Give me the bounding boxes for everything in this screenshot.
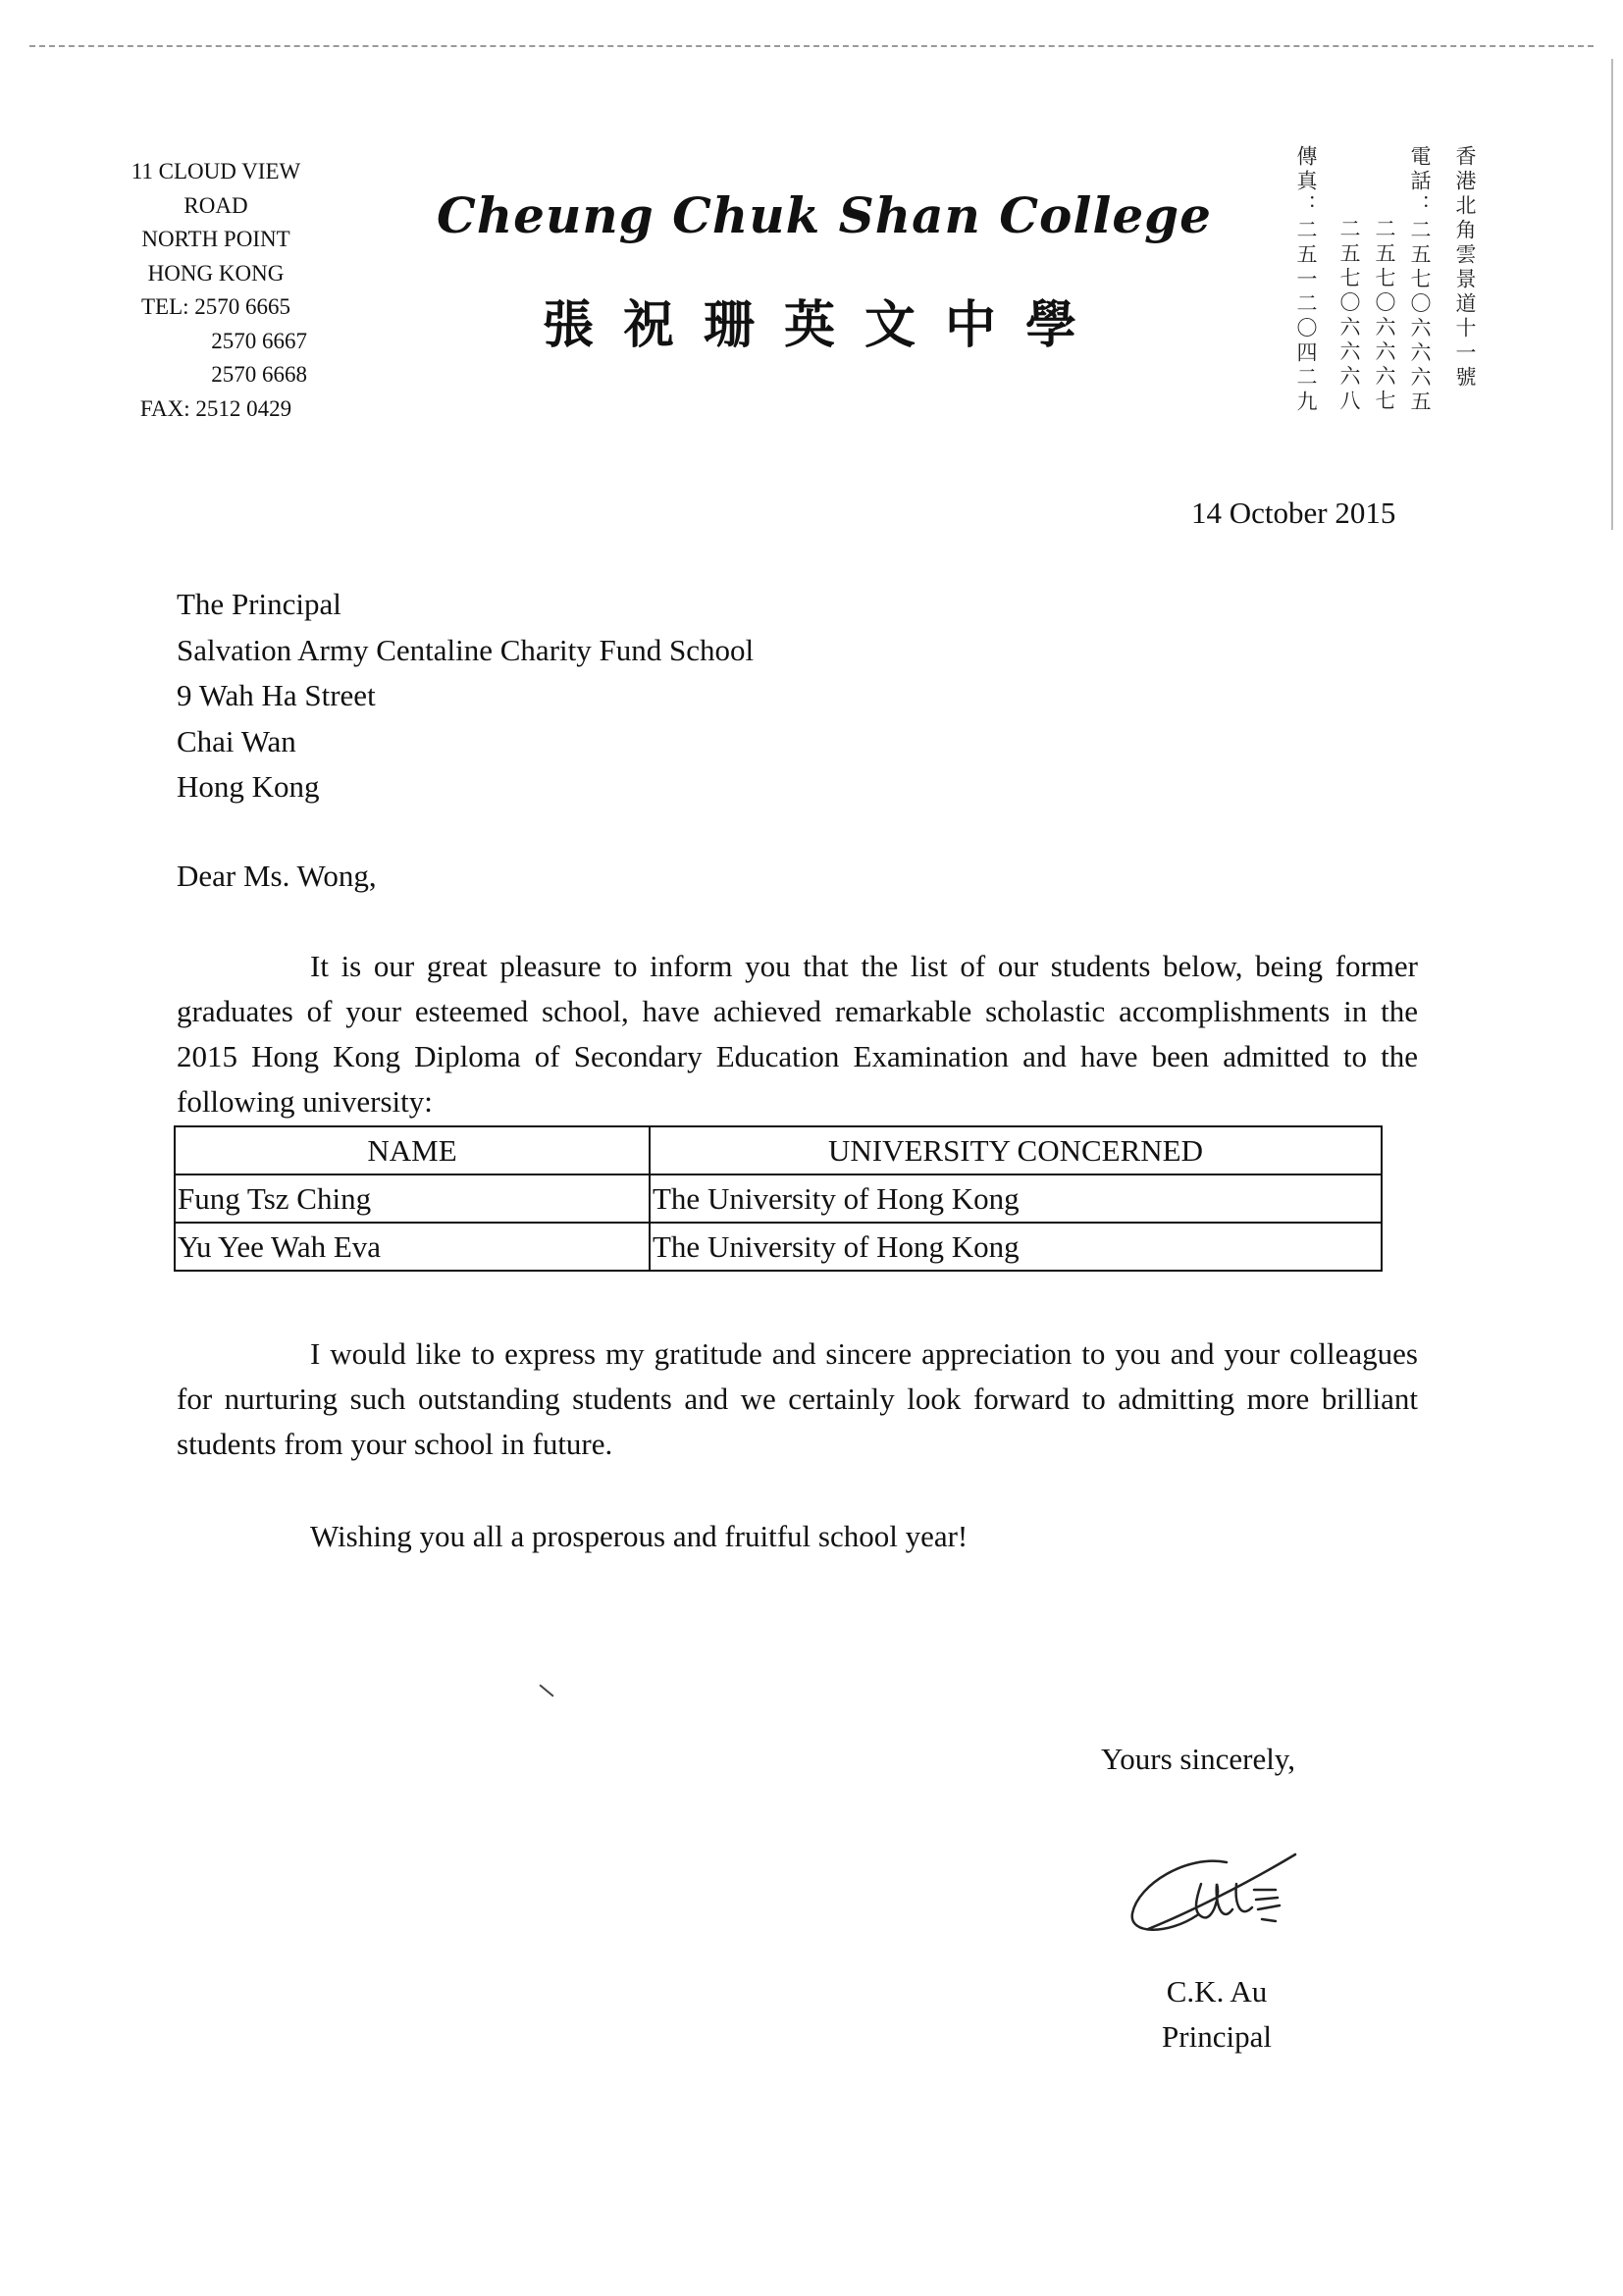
college-header	[432, 186, 1217, 357]
recipient-line: The Principal	[177, 587, 341, 621]
address-line: ROAD	[183, 192, 248, 218]
recipient-line: 9 Wah Ha Street	[177, 678, 376, 712]
column-header: UNIVERSITY CONCERNED	[650, 1126, 1382, 1174]
letter-date: 14 October 2015	[1191, 496, 1396, 530]
right-edge-line	[1611, 59, 1613, 530]
zh-phone-column: 電話：二五七〇六六六五	[1408, 145, 1432, 415]
tel-line: 2570 6667	[211, 328, 307, 353]
university-cell: The University of Hong Kong	[650, 1223, 1382, 1271]
signature-image	[1119, 1845, 1315, 1953]
recipient-block	[177, 582, 754, 810]
top-border-line	[29, 45, 1594, 47]
greeting: Dear Ms. Wong,	[177, 859, 377, 893]
paragraph-wishes: Wishing you all a prosperous and fruitful school year!	[310, 1519, 969, 1553]
recipient-line: Hong Kong	[177, 769, 320, 804]
zh-fax-column: 傳真：二五一二〇四二九	[1294, 145, 1318, 415]
table-header-row	[175, 1126, 1382, 1174]
college-name-en: Cheung Chuk Shan College	[437, 186, 1212, 244]
address-line: NORTH POINT	[141, 227, 290, 251]
tel-line: TEL: 2570 6665	[140, 294, 291, 319]
signatory-title: Principal	[1162, 2019, 1272, 2054]
column-header: NAME	[175, 1126, 650, 1174]
student-name-cell: Yu Yee Wah Eva	[175, 1223, 650, 1271]
university-cell: The University of Hong Kong	[650, 1174, 1382, 1223]
letterhead-address	[113, 155, 319, 426]
table-row	[175, 1223, 1382, 1271]
zh-phone-column: 二五七〇六六六七	[1373, 218, 1396, 414]
signatory-block	[1153, 1969, 1281, 2060]
admissions-table	[174, 1125, 1383, 1272]
table-row	[175, 1174, 1382, 1223]
paragraph-intro: It is our great pleasure to inform you that the list of our students below, being former graduates of your esteemed school, have achieved remarkable scholastic accomplishments in the 2015 Hong Kong Diploma of Secondary Education Examination and have been admitted to the following university:	[177, 949, 1418, 1119]
recipient-line: Chai Wan	[177, 723, 296, 758]
signatory-name: C.K. Au	[1166, 1974, 1268, 2009]
paragraph-gratitude: I would like to express my gratitude and sincere appreciation to you and your colleagues for nurturing such outstanding students and we certainly look forward to admitting more brilliant students from your school in future.	[177, 1336, 1418, 1461]
address-line: 11 CLOUD VIEW	[131, 159, 301, 183]
closing: Yours sincerely,	[1101, 1742, 1296, 1776]
student-name-cell: Fung Tsz Ching	[175, 1174, 650, 1223]
fax-line: FAX: 2512 0429	[139, 395, 292, 421]
recipient-line: Salvation Army Centaline Charity Fund School	[177, 632, 755, 667]
tel-line: 2570 6668	[211, 362, 307, 387]
address-line: HONG KONG	[147, 260, 285, 286]
college-name-zh: 張祝珊英文中學	[542, 296, 1106, 355]
stray-mark	[539, 1684, 553, 1696]
zh-address-column: 香港北角雲景道十一號	[1453, 145, 1477, 391]
zh-phone-column: 二五七〇六六六八	[1337, 218, 1361, 414]
